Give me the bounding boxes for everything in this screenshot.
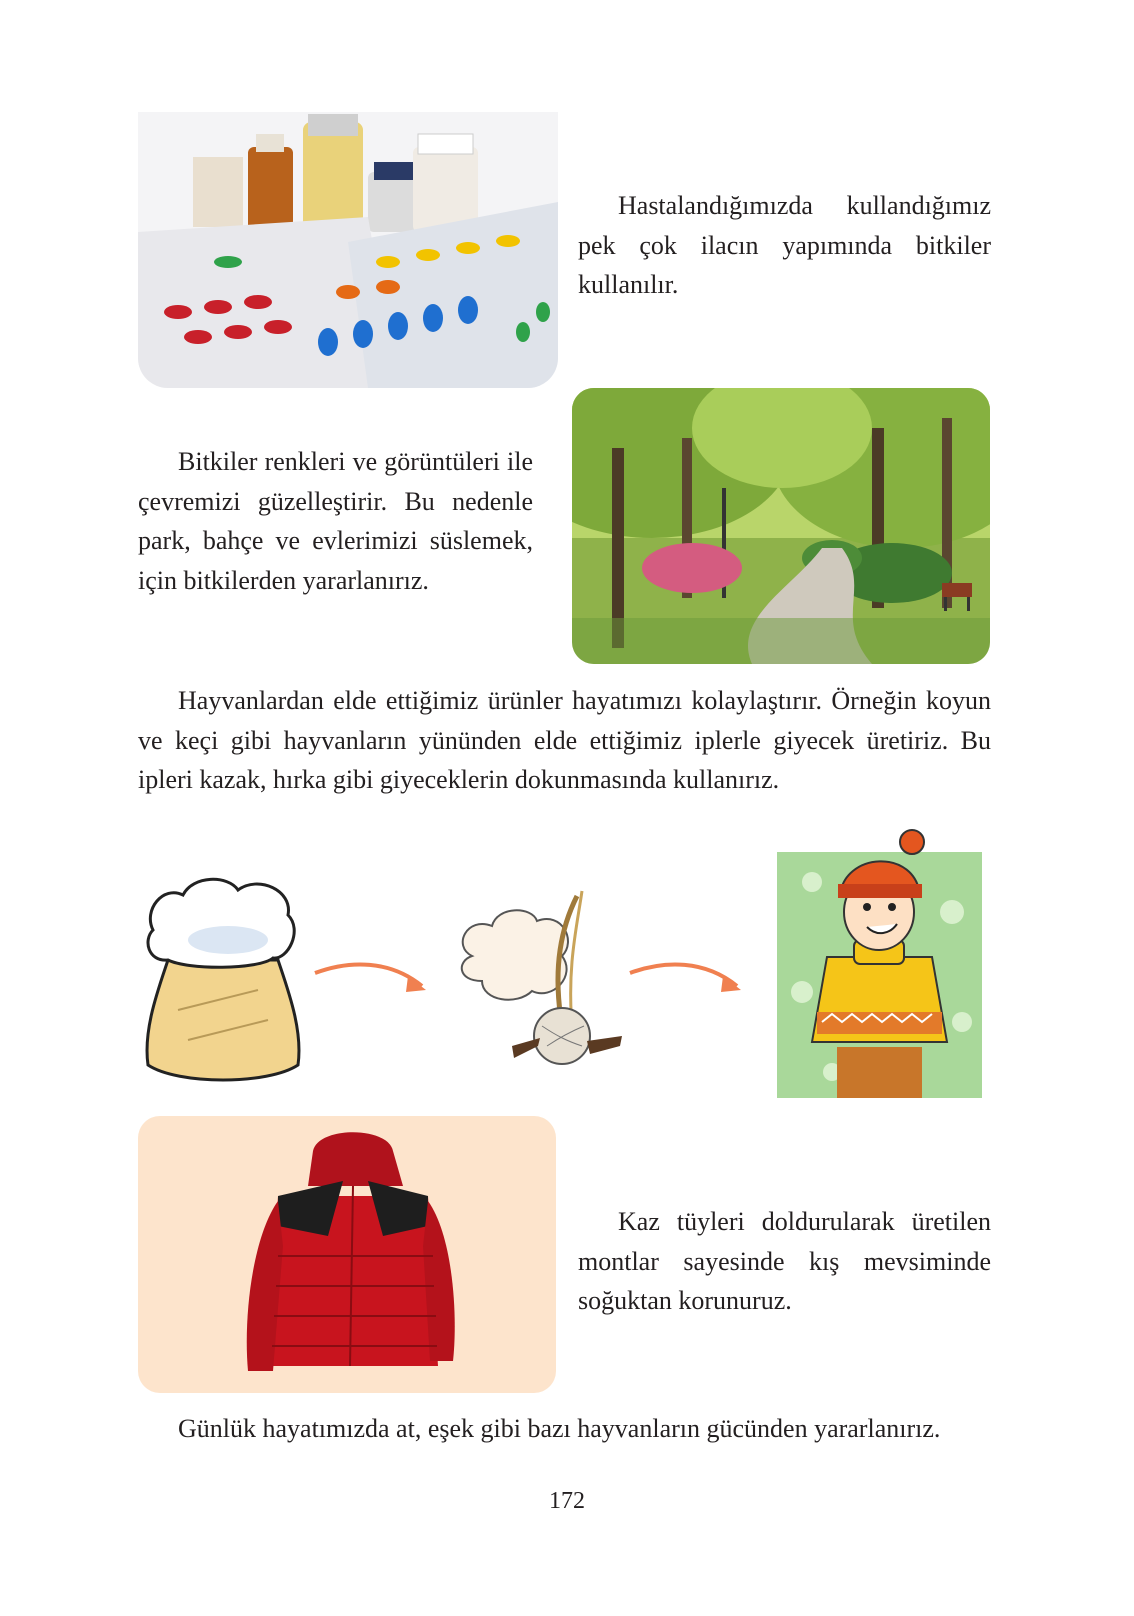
page-number: 172 (549, 1488, 585, 1514)
arrow-right-icon (310, 958, 430, 998)
yarn-illustration (452, 886, 632, 1076)
plants-paragraph (138, 442, 533, 600)
wool-sack-illustration (138, 870, 308, 1088)
goose-text: Kaz tüyleri doldurularak üretilen montlar sayesinde kış mevsiminde soğuktan korunuruz. (578, 1207, 991, 1315)
plants-text: Bitkiler renkleri ve görüntüleri ile çevremizi güzelleştirir. Bu nedenle park, bahçe ve evlerimizi süslemek, için bitkilerden yararlanırız. (138, 447, 533, 595)
medicine-photo (138, 112, 558, 388)
arrow-right-icon (625, 958, 745, 998)
goose-paragraph (578, 1202, 991, 1321)
medicine-paragraph (578, 186, 991, 305)
jacket-photo (138, 1116, 556, 1393)
boy-sweater-illustration (772, 822, 986, 1098)
strength-paragraph (138, 1409, 991, 1449)
park-photo (572, 388, 990, 664)
animals-paragraph (138, 681, 991, 800)
medicine-text: Hastalandığımızda kullandığımız pek çok ilacın yapımında bitkiler kullanılır. (578, 191, 991, 299)
animals-text: Hayvanlardan elde ettiğimiz ürünler hayatımızı kolaylaştırır. Örneğin koyun ve keçi gibi hayvanların yününden elde ettiğimiz iplerle giyecek üretiriz. Bu ipleri kazak, hırka gibi giyeceklerin dokunmasında kullanırız. (138, 686, 991, 794)
strength-text: Günlük hayatımızda at, eşek gibi bazı hayvanların gücünden yararlanırız. (178, 1414, 941, 1443)
